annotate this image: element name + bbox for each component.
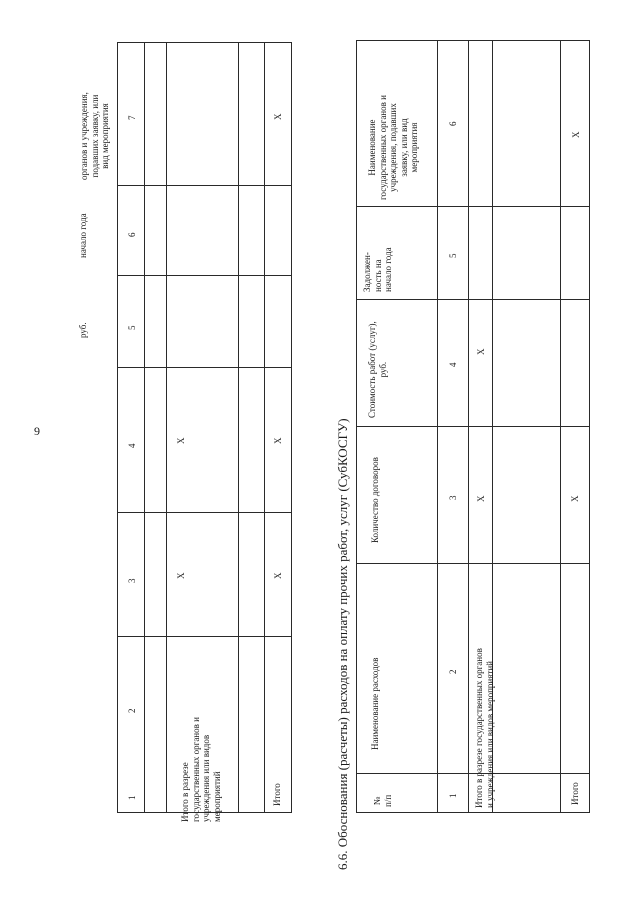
upper-subtotal-label-line2: государственных органов и xyxy=(190,717,201,822)
lower-table-col-sep-7 xyxy=(356,40,590,41)
upper-header-col7 xyxy=(79,92,111,180)
lower-header-col5-line1: Задолжен- xyxy=(362,252,372,292)
lower-table-col-sep-4 xyxy=(356,426,590,427)
upper-total-col4: X xyxy=(273,437,283,444)
lower-table-col-sep-1 xyxy=(356,812,590,813)
upper-subtotal-col4: X xyxy=(176,437,186,444)
upper-header-col7-line3: вид мероприятия xyxy=(100,103,110,169)
lower-header-col6 xyxy=(367,95,420,200)
lower-subtotal-label xyxy=(474,648,495,808)
upper-total-label: Итого xyxy=(272,783,282,806)
upper-header-col5: руб. xyxy=(78,322,88,338)
upper-total-col3: X xyxy=(273,572,283,579)
section-title: 6.6. Обоснования (расчеты) расходов на оплату прочих работ, услуг (СубКОСГУ) xyxy=(335,418,350,870)
upper-subtotal-label-line4: мероприятий xyxy=(211,771,222,822)
upper-table-col-sep-7 xyxy=(117,42,292,43)
upper-table-border-right xyxy=(291,42,292,812)
upper-subtotal-label xyxy=(180,717,222,822)
lower-subtotal-col3: X xyxy=(476,495,486,502)
lower-header-col5-line3: начало года xyxy=(383,247,393,292)
upper-table-col-sep-6 xyxy=(117,185,292,186)
upper-header-col7-line2: подавших заявку, или xyxy=(89,94,100,178)
lower-header-col5-line2: ность на xyxy=(372,259,383,292)
upper-subtotal-label-line1: Итого в разрезе xyxy=(180,762,190,822)
lower-header-col6-line4: заявку, или вид xyxy=(398,118,409,177)
upper-table-row-sep-1 xyxy=(144,42,145,812)
lower-num-6: 6 xyxy=(448,121,458,126)
lower-subtotal-label-line1: Итого в разрезе государственных органов xyxy=(474,648,484,808)
upper-subtotal-label-line3: учреждения или видов xyxy=(201,734,211,822)
upper-table-row-sep-3 xyxy=(238,42,239,812)
upper-num-3: 3 xyxy=(127,578,137,583)
lower-header-col6-line3: учреждения, подавших xyxy=(388,103,398,192)
upper-num-6: 6 xyxy=(127,232,137,237)
lower-header-col4-line1: Стоимость работ (услуг), xyxy=(367,321,377,418)
lower-header-col1 xyxy=(372,795,393,807)
upper-num-4: 4 xyxy=(127,443,137,448)
lower-num-4: 4 xyxy=(448,362,458,367)
lower-header-col6-line5: мероприятия xyxy=(409,122,419,173)
upper-table-row-sep-4 xyxy=(264,42,265,812)
lower-subtotal-label-line2: и учреждения или видов мероприятий xyxy=(484,661,495,808)
lower-header-col3: Количество договоров xyxy=(370,457,380,543)
upper-total-col7: X xyxy=(273,113,283,120)
upper-num-2: 2 xyxy=(127,708,137,713)
lower-total-col6-mark: X xyxy=(571,131,581,138)
lower-num-1: 1 xyxy=(448,793,458,798)
upper-subtotal-col3: X xyxy=(176,572,186,579)
lower-header-col6-line2: государственных органов и xyxy=(377,95,388,200)
upper-header-col7-line1: органов и учреждения, xyxy=(79,92,89,180)
lower-table-col-sep-2 xyxy=(356,773,590,774)
lower-header-col2: Наименование расходов xyxy=(370,657,380,750)
upper-num-1: 1 xyxy=(127,795,137,800)
upper-table-row-sep-2 xyxy=(166,42,167,812)
lower-total-label: Итого xyxy=(570,782,580,805)
lower-table-col-sep-5 xyxy=(356,299,590,300)
lower-header-col4 xyxy=(367,321,388,418)
lower-subtotal-col4: X xyxy=(476,348,486,355)
lower-header-col1-line2: п/п xyxy=(382,794,393,807)
lower-header-col4-line2: руб. xyxy=(377,361,388,378)
lower-num-3: 3 xyxy=(448,495,458,500)
lower-header-col5 xyxy=(362,247,394,292)
lower-num-5: 5 xyxy=(448,253,458,258)
upper-table-col-sep-3 xyxy=(117,512,292,513)
lower-header-col6-line1: Наименование xyxy=(367,119,377,176)
upper-table-border-left xyxy=(117,42,118,812)
page-number: 9 xyxy=(34,424,40,438)
upper-num-5: 5 xyxy=(127,325,137,330)
lower-total-col3: X xyxy=(570,495,580,502)
lower-num-2: 2 xyxy=(448,669,458,674)
upper-table-col-sep-5 xyxy=(117,275,292,276)
upper-header-col6: начало года xyxy=(78,213,88,258)
lower-header-col1-line1: № xyxy=(372,796,382,806)
lower-table-col-sep-3 xyxy=(356,563,590,564)
lower-table-col-sep-6 xyxy=(356,206,590,207)
upper-num-7: 7 xyxy=(127,115,137,120)
upper-table-col-sep-4 xyxy=(117,367,292,368)
upper-table-col-sep-2 xyxy=(117,636,292,637)
